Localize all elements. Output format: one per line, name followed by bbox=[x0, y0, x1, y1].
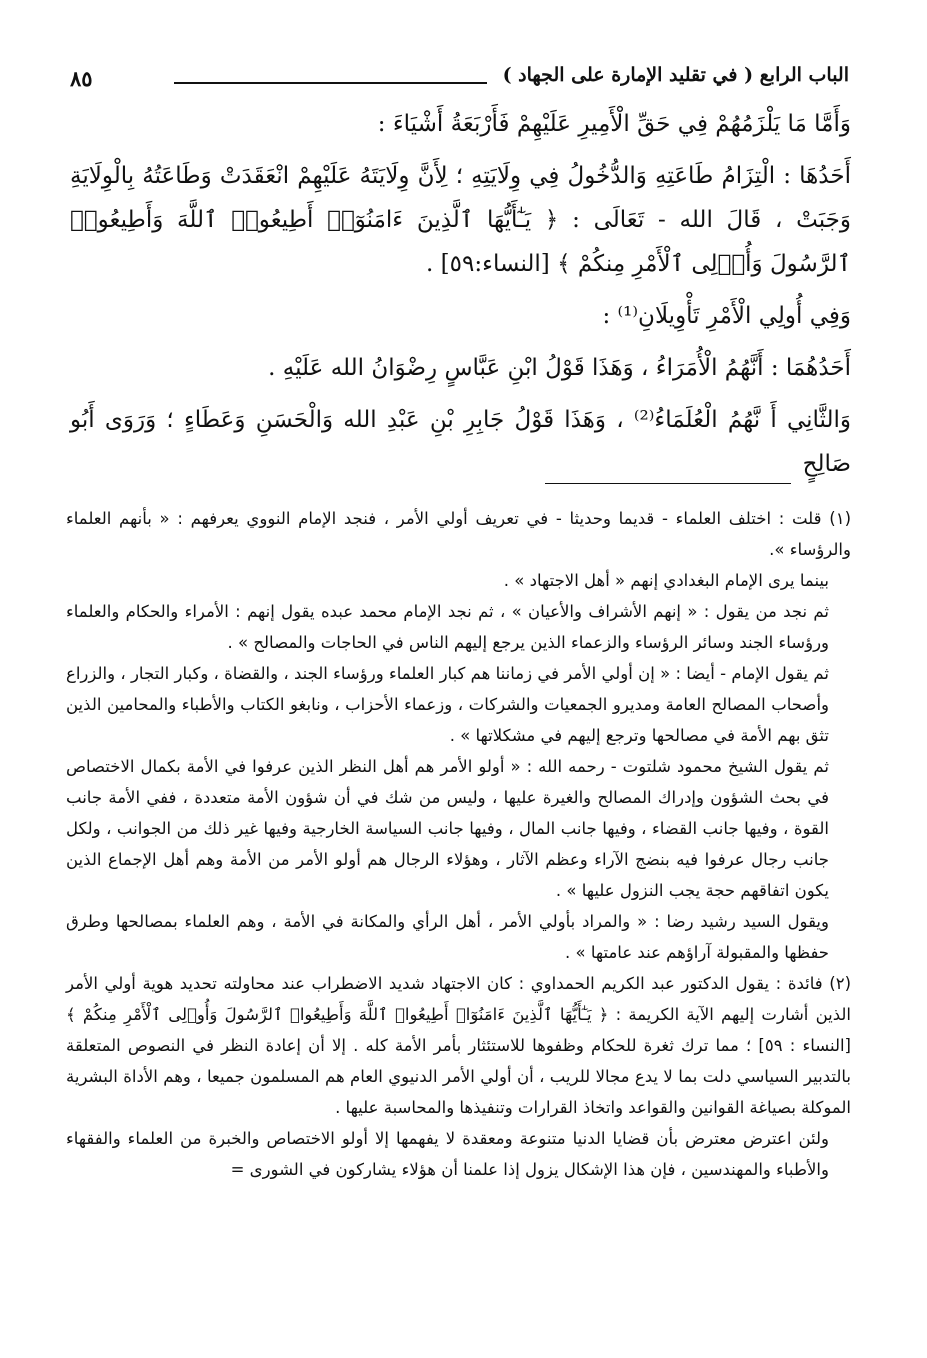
footnote-1 bbox=[66, 503, 851, 565]
main-paragraph: أَحَدُهَا : الْتِزَامُ طَاعَتِهِ وَالدُّخُولُ فِي وِلَايَتِهِ ؛ لِأَنَّ وِلَايَتَهُ عَلَيْهِمْ انْعَقَدَتْ وَطَاعَتُهُ بِالْوِلَايَةِ وَجَبَتْ ، قَالَ الله - تَعَالَى : ﴿ يَـٰٓأَيُّهَا ٱلَّذِينَ ءَامَنُوٓا۟ أَطِيعُوا۟ ٱللَّهَ وَأَطِيعُوا۟ ٱلرَّسُولَ وَأُو۟لِى ٱلْأَمْرِ مِنكُمْ ﴾ [النساء:٥٩] . bbox=[70, 163, 851, 277]
footnote-paragraph: ثم يقول الشيخ محمود شلتوت - رحمه الله : « أولو الأمر هم أهل النظر الذين عرفوا في الأمة بكمال الاختصاص في بحث الشؤون وإدراك المصالح والغيرة عليها ، وليس من شك في أن شؤون الأمة متعددة ، ففي الأمة جانب القوة ، وفيها جانب القضاء ، وفيها جانب المال ، وفيها جانب السياسة الخارجية وفيها غير ذلك من الجوانب ، ولكل جانب رجال عرفوا فيه بنضج الآراء وعظم الآثار ، وهؤلاء الرجال هم أولو الأمر من الأمة وهم أهل الإجماع الذين يكون اتفاقهم حجة يجب النزول عليها » . bbox=[66, 757, 829, 900]
page-number: ٨٥ bbox=[70, 66, 93, 91]
footnote-separator bbox=[545, 483, 791, 484]
footnote-marker: (١) bbox=[829, 509, 851, 528]
page-header bbox=[70, 62, 849, 96]
footnote-paragraph: ثم نجد من يقول : « إنهم الأشراف والأعيان » ، ثم نجد الإمام محمد عبده يقول إنهم : الأمراء والحكام والعلماء ورؤساء الجند وسائر الرؤساء والزعماء الذين يرجع إليهم الناس في الحاجات والمصالح » . bbox=[66, 602, 829, 652]
header-rule bbox=[174, 82, 487, 84]
running-title: الباب الرابع ( في تقليد الإمارة على الجهاد ) bbox=[502, 64, 849, 86]
main-paragraph: وَأَمَّا مَا يَلْزَمُهُمْ فِي حَقِّ الْأَمِيرِ عَلَيْهِمْ فَأَرْبَعَةُ أَشْيَاءَ : bbox=[377, 111, 851, 137]
footnote-marker: (٢) bbox=[829, 974, 851, 993]
footnote-paragraph: ويقول السيد رشيد رضا : « والمراد بأولي الأمر ، أهل الرأي والمكانة في الأمة ، وهم العلماء بمصالحها وطرق حفظها والمقبولة آراؤهم عند عامتها » . bbox=[66, 912, 829, 962]
main-text bbox=[70, 102, 851, 486]
footnote-2 bbox=[66, 968, 851, 1123]
footnote-paragraph: ثم يقول الإمام - أيضا : « إن أولي الأمر في زماننا هم كبار العلماء ورؤساء الجند ، والقضاة ، وكبار التجار ، والزراع وأصحاب المصالح العامة ومديرو الجمعيات والشركات ، وزعماء الأحزاب ، ونابغو الكتاب والأطباء والمحامين الذين تثق بهم الأمة في مصالحها وترجع إليهم في مشكلاتها » . bbox=[66, 664, 829, 745]
footnote-paragraph: ولئن اعترض معترض بأن قضايا الدنيا متنوعة ومعقدة لا يفهمها إلا أولو الاختصاص والخبرة من العلماء والفقهاء والأطباء والمهندسين ، فإن هذا الإشكال يزول إذا علمنا أن هؤلاء يشاركون في الشورى = bbox=[66, 1129, 829, 1179]
main-paragraph: أَحَدُهُمَا : أَنَّهُمُ الْأُمَرَاءُ ، وَهَذَا قَوْلُ ابْنِ عَبَّاسٍ رِضْوَانُ الله عَلَيْهِ . bbox=[268, 355, 851, 381]
footnotes bbox=[66, 503, 851, 1185]
footnote-paragraph: بينما يرى الإمام البغدادي إنهم « أهل الاجتهاد » . bbox=[503, 571, 829, 590]
main-paragraph: وَفِي أُولِي الْأَمْرِ تَأْوِيلَانِ⁽¹⁾ : bbox=[602, 303, 851, 329]
footnote-text: فائدة : يقول الدكتور عبد الكريم الحمداوي : كان الاجتهاد شديد الاضطراب عند محاولته تحديد هوية أولي الأمر الذين أشارت إليهم الآية الكريمة : ﴿ يَـٰٓأَيُّهَا ٱلَّذِينَ ءَامَنُوٓا۟ أَطِيعُوا۟ ٱللَّهَ وَأَطِيعُوا۟ ٱلرَّسُولَ وَأُو۟لِى ٱلْأَمْرِ مِنكُمْ ﴾ [النساء : ٥٩] ؛ مما ترك ثغرة للحكام وظفوها للاستئثار بأمر الأمة كله . إلا أن إعادة النظر في النصوص المتعلقة بالتدبير السياسي دلت بما لا يدع مجالا للريب ، أن أولي الأمر الدنيوي العام هم المسلمون جميعا ، وهم الأداة البشرية الموكلة بصياغة القوانين والقواعد واتخاذ القرارات وتنفيذها والمحاسبة عليها . bbox=[66, 974, 851, 1117]
footnote-text: قلت : اختلف العلماء - قديما وحديثا - في تعريف أولي الأمر ، فنجد الإمام النووي يعرفهم : « بأنهم العلماء والرؤساء ». bbox=[66, 509, 851, 559]
main-paragraph: وَالثَّانِي أَ نَّهُمُ الْعُلَمَاءُ⁽²⁾ ، وَهَذَا قَوْلُ جَابِرِ بْنِ عَبْدِ الله وَالْحَسَنِ وَعَطَاءٍ ؛ وَرَوَى أَبُو صَالِحٍ bbox=[70, 407, 851, 477]
